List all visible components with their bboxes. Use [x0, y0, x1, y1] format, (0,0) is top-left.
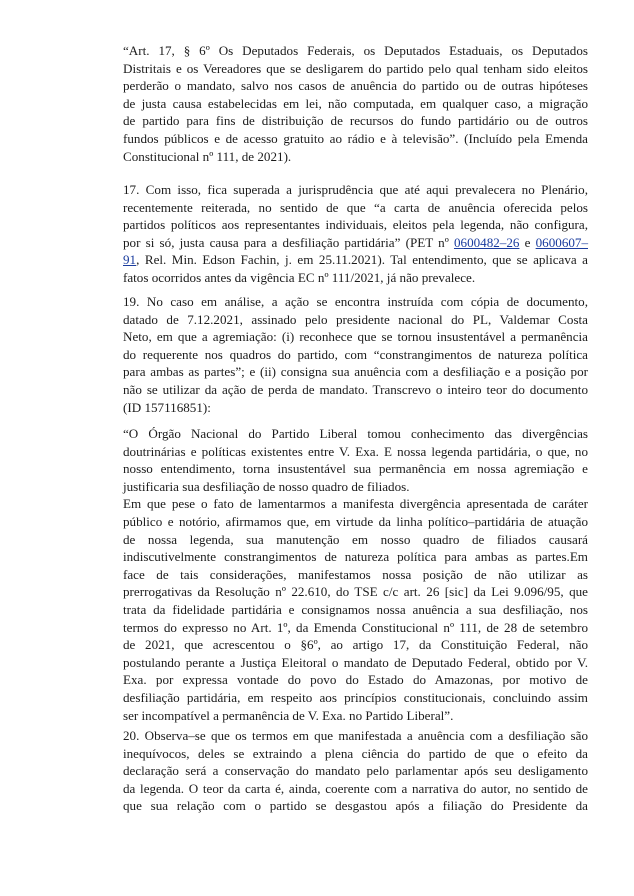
text-line: não se utilizar da ação de perda de mandato. Transcrevo o inteiro teor do documento	[123, 381, 588, 397]
text-line: da legenda. O teor da carta é, ainda, coerente com a narrativa do autor, no sentido de	[123, 780, 588, 796]
text-line: fundos públicos e de acesso gratuito ao rádio e à televisão”. (Incluído pela Emenda	[123, 130, 588, 146]
text-line: fatos ocorridos antes da vigência EC nº 111/2021, já não prevalece.	[123, 269, 476, 285]
text-line: 17. Com isso, fica superada a jurisprudência que até aqui prevalecera no Plenário,	[123, 182, 588, 197]
pet-link-0600607-91-part1[interactable]: 0600607–	[535, 234, 588, 250]
text-line: de justa causa estabelecidas em lei, não computada, em qualquer caso, a migração	[123, 95, 588, 111]
text-line: Exa. por expressa vontade do povo do Estado do Amazonas, por motivo de	[123, 672, 588, 688]
paragraph-art17-quote	[123, 42, 588, 165]
text-segment: e	[519, 234, 536, 250]
text-line: Constitucional nº 111, de 2021).	[123, 148, 292, 164]
text-line: Distritais e os Vereadores que se desligarem do partido pelo qual tenham sido eleitos	[123, 60, 588, 76]
text-line: “O Órgão Nacional do Partido Liberal tomou conhecimento das divergências	[123, 426, 588, 441]
text-line: de partido para fins de distribuição de recursos do fundo partidário ou de outros	[123, 113, 588, 129]
paragraph-17	[123, 181, 588, 287]
pet-link-0600607-91-part2[interactable]: 91	[123, 252, 137, 268]
text-line	[123, 234, 588, 252]
text-line: de nossa legenda, sua manutenção em nosso quadro de filiados causará	[123, 531, 588, 547]
paragraph-20	[123, 727, 588, 815]
text-line: trata da fidelidade partidária e consignamos nossa anuência a sua desfiliação, nos	[123, 601, 588, 617]
text-line: termos do expresso no Art. 1º, da Emenda Constitucional nº 111, de 28 de setembro	[123, 619, 588, 635]
text-line: face de tais considerações, manifestamos nossa posição de não utilizar as	[123, 566, 588, 582]
text-line: (ID 157116851):	[123, 399, 211, 415]
text-line: ser incompatível a permanência de V. Exa. no Partido Liberal”.	[123, 707, 454, 723]
text-line	[123, 251, 588, 269]
text-segment: , Rel. Min. Edson Fachin, j. em 25.11.2021). Tal entendimento, que se aplicava a	[136, 252, 588, 268]
text-segment: por si só, justa causa para a desfiliação partidária” (PET nº	[123, 234, 454, 250]
text-line: doutrinárias e políticas existentes entre V. Exa. E nossa legenda partidária, o que, no	[123, 443, 588, 459]
text-line: datado de 7.12.2021, assinado pelo presidente nacional do PL, Valdemar Costa	[123, 311, 588, 327]
party-letter-quote	[123, 425, 588, 724]
text-line: 20. Observa–se que os termos em que manifestada a anuência com a desfiliação são	[123, 728, 588, 743]
text-line: prerrogativas da Resolução nº 22.610, do TSE c/c art. 26 [sic] da Lei 9.096/95, que	[123, 584, 588, 600]
text-line: justificaria sua desfiliação de nosso quadro de filiados.	[123, 478, 410, 494]
text-line: do requerente nos quadros do partido, com “constrangimentos de natureza política	[123, 346, 588, 362]
text-line: indiscutivelmente constrangimentos de natureza política para ambas as partes.Em	[123, 549, 588, 565]
text-line: que sua relação com o partido se desgastou após a filiação do Presidente da	[123, 798, 588, 814]
text-line: perderão o mandato, salvo nos casos de anuência do partido ou de outras hipóteses	[123, 78, 588, 94]
text-line: nosso entendimento, torna insustentável sua permanência em nossa agremiação e	[123, 461, 588, 477]
text-line: postulando perante a Justiça Eleitoral o mandato de Deputado Federal, obtido por V.	[123, 654, 588, 670]
text-line: Em que pese o fato de lamentarmos a manifesta divergência apresentada de caráter	[123, 496, 588, 512]
text-line: recentemente reiterada, no sentido de que “a carta de anuência oferecida pelos	[123, 199, 588, 215]
text-line: público e notório, afirmamos que, em virtude da linha político–partidária de atuação	[123, 513, 588, 529]
text-line: desfiliação partidária, em respeito aos princípios constitucionais, concluindo assim	[123, 689, 588, 705]
text-line: 19. No caso em análise, a ação se encontra instruída com cópia de documento,	[123, 294, 588, 309]
text-line: de 2021, que acrescentou o §6º, ao artigo 17, da Constituição Federal, não	[123, 637, 588, 653]
text-line: partidos políticos aos representantes individuais, eleitos pela legenda, não configura,	[123, 217, 588, 233]
text-line: Neto, em que a agremiação: (i) reconhece que se tornou insustentável a permanência	[123, 329, 588, 345]
text-line: “Art. 17, § 6º Os Deputados Federais, os Deputados Estaduais, os Deputados	[123, 43, 588, 58]
paragraph-19	[123, 293, 588, 416]
pet-link-0600482-26[interactable]: 0600482–26	[453, 234, 520, 250]
text-line: declaração será a conservação do mandato pelo parlamentar após seu desligamento	[123, 763, 588, 779]
text-line: para ambas as partes”; e (ii) consigna sua anuência com a desfiliação e a posição por	[123, 364, 588, 380]
text-line: inequívocos, deles se extraindo a plena ciência do partido de que o efeito da	[123, 745, 588, 761]
